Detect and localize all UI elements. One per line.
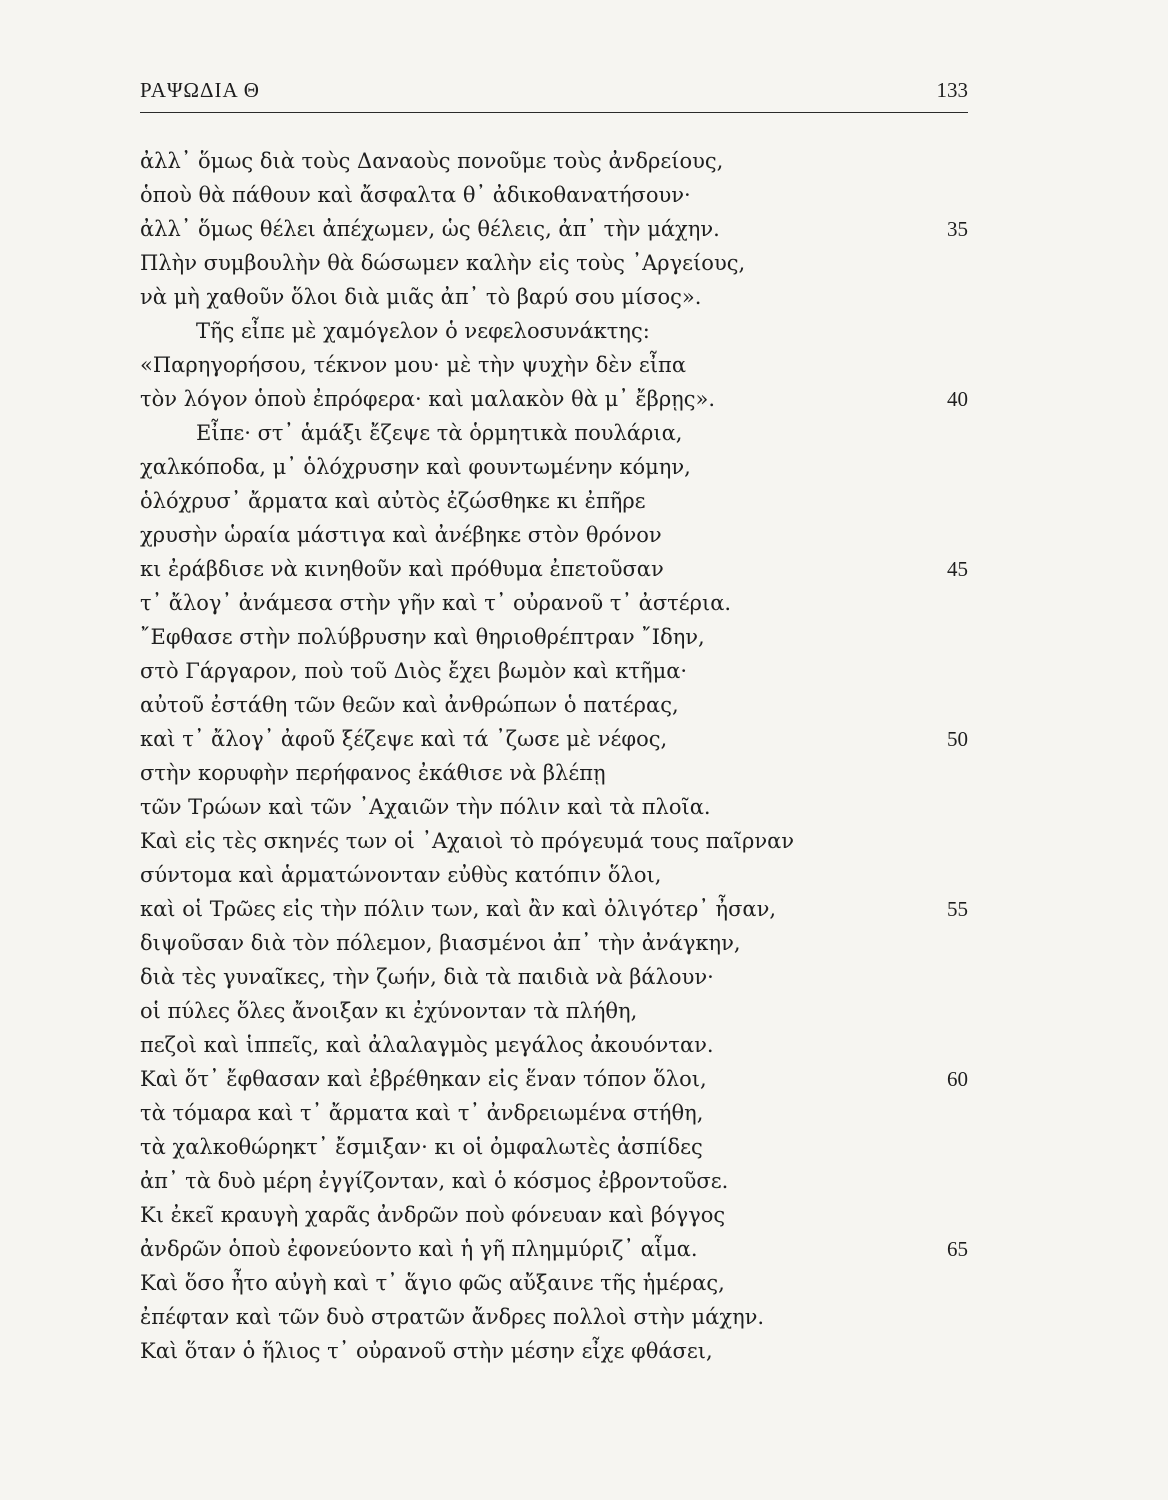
verse-line-number: 45 [947,557,968,581]
verse-line-text: ἀλλ᾽ ὅμως θέλει ἀπέχωμεν, ὡς θέλεις, ἀπ᾽ τὴν μάχην. [140,217,720,241]
verse-line [140,994,968,1028]
verse-line-text: οἱ πύλες ὅλες ἄνοιξαν κι ἐχύνονταν τὰ πλήθη, [140,999,638,1023]
verse-line [140,1164,968,1198]
verse-line [140,1198,968,1232]
verse-line-text: Καὶ εἰς τὲς σκηνές των οἱ ᾽Αχαιοὶ τὸ πρόγευμά τους παῖρναν [140,829,795,853]
verse-line-number: 40 [947,387,968,411]
verse-line-text: Καὶ ὅτ᾽ ἔφθασαν καὶ ἐβρέθηκαν εἰς ἕναν τόπον ὅλοι, [140,1067,707,1091]
verse-line-text: νὰ μὴ χαθοῦν ὅλοι διὰ μιᾶς ἀπ᾽ τὸ βαρύ σου μίσος». [140,285,702,309]
verse-line-text: στὸ Γάργαρον, ποὺ τοῦ Διὸς ἔχει βωμὸν καὶ κτῆμα· [140,659,688,683]
verse-line-text: διὰ τὲς γυναῖκες, τὴν ζωήν, διὰ τὰ παιδιὰ νὰ βάλουν· [140,965,714,989]
header-rule [140,112,968,113]
verse-line [140,1300,968,1334]
verse-line-text: ἀπ᾽ τὰ δυὸ μέρη ἐγγίζονταν, καὶ ὁ κόσμος ἐβροντοῦσε. [140,1169,729,1193]
verse-line [140,178,968,212]
verse-line-text: ἀνδρῶν ὁποὺ ἐφονεύοντο καὶ ἡ γῆ πλημμύριζ᾽ αἷμα. [140,1237,698,1261]
verse-line [140,484,968,518]
verse-line [140,1096,968,1130]
verse-line [140,212,968,246]
verse-line-number: 35 [947,217,968,241]
verse-line [140,1266,968,1300]
verse-line [140,450,968,484]
verse-line [140,348,968,382]
verse-line-text: πεζοὶ καὶ ἱππεῖς, καὶ ἀλαλαγμὸς μεγάλος ἀκουόνταν. [140,1033,714,1057]
verse-line [140,1028,968,1062]
verse-line [140,824,968,858]
verse-line-text: σύντομα καὶ ἁρματώνονταν εὐθὺς κατόπιν ὅλοι, [140,863,662,887]
verse-line-text: Κι ἐκεῖ κραυγὴ χαρᾶς ἀνδρῶν ποὺ φόνευαν καὶ βόγγος [140,1203,726,1227]
verse-line-text: χρυσὴν ὡραία μάστιγα καὶ ἀνέβηκε στὸν θρόνον [140,523,662,547]
verse-line-text: ῎Εφθασε στὴν πολύβρυσην καὶ θηριοθρέπτραν ῎Ιδην, [140,625,705,649]
verse-line-text: Καὶ ὅσο ἦτο αὐγὴ καὶ τ᾽ ἅγιο φῶς αὔξαινε τῆς ἡμέρας, [140,1271,725,1295]
verse-line-text: τὰ χαλκοθώρηκτ᾽ ἔσμιξαν· κι οἱ ὀμφαλωτὲς ἀσπίδες [140,1135,703,1159]
verse-line [140,1130,968,1164]
page-number: 133 [936,78,968,102]
running-title: ΡΑΨΩΔΙΑ Θ [140,78,260,102]
verse-line-number: 60 [947,1067,968,1091]
verse-line [140,722,968,756]
verse-line [140,416,968,450]
verse-line [140,586,968,620]
verse-line-text: «Παρηγορήσου, τέκνον μου· μὲ τὴν ψυχὴν δὲν εἶπα [140,353,687,377]
verse-line-text: τ᾽ ἄλογ᾽ ἀνάμεσα στὴν γῆν καὶ τ᾽ οὐρανοῦ τ᾽ ἀστέρια. [140,591,732,615]
verse-line-text: τὰ τόμαρα καὶ τ᾽ ἄρματα καὶ τ᾽ ἀνδρειωμένα στήθη, [140,1101,704,1125]
verse-line-text: χαλκόποδα, μ᾽ ὁλόχρυσην καὶ φουντωμένην κόμην, [140,455,691,479]
verse-line [140,382,968,416]
verse-line-number: 55 [947,897,968,921]
verse-line [140,1062,968,1096]
verse-line [140,892,968,926]
verse-line-text: κι ἐράβδισε νὰ κινηθοῦν καὶ πρόθυμα ἐπετοῦσαν [140,557,664,581]
verse-line [140,552,968,586]
verse-line-text: διψοῦσαν διὰ τὸν πόλεμον, βιασμένοι ἀπ᾽ τὴν ἀνάγκην, [140,931,741,955]
verse-text [140,144,968,1368]
verse-line [140,926,968,960]
verse-line [140,314,968,348]
verse-line-text: τῶν Τρώων καὶ τῶν ᾽Αχαιῶν τὴν πόλιν καὶ τὰ πλοῖα. [140,795,711,819]
verse-line [140,790,968,824]
verse-line-text: στὴν κορυφὴν περήφανος ἐκάθισε νὰ βλέπῃ [140,761,606,785]
verse-line-text: τὸν λόγον ὁποὺ ἐπρόφερα· καὶ μαλακὸν θὰ μ᾽ ἔβρῃς». [140,387,716,411]
verse-line-text: Τῆς εἶπε μὲ χαμόγελον ὁ νεφελοσυνάκτης: [196,319,650,343]
verse-line [140,1232,968,1266]
page-header [140,74,968,108]
verse-line-text: ἀλλ᾽ ὅμως διὰ τοὺς Δαναοὺς πονοῦμε τοὺς ἀνδρείους, [140,149,724,173]
verse-line [140,654,968,688]
verse-line-text: ὁλόχρυσ᾽ ἄρματα καὶ αὐτὸς ἐζώσθηκε κι ἐπῆρε [140,489,646,513]
verse-line [140,246,968,280]
verse-line-text: καὶ οἱ Τρῶες εἰς τὴν πόλιν των, καὶ ἂν καὶ ὀλιγότερ᾽ ἦσαν, [140,897,777,921]
verse-line [140,144,968,178]
verse-line [140,688,968,722]
verse-line-text: καὶ τ᾽ ἄλογ᾽ ἀφοῦ ξέζεψε καὶ τά ᾽ζωσε μὲ νέφος, [140,727,668,751]
verse-line [140,960,968,994]
verse-line-text: αὐτοῦ ἐστάθη τῶν θεῶν καὶ ἀνθρώπων ὁ πατέρας, [140,693,679,717]
verse-line [140,756,968,790]
verse-line-text: Πλὴν συμβουλὴν θὰ δώσωμεν καλὴν εἰς τοὺς ᾽Αργείους, [140,251,746,275]
verse-line-number: 65 [947,1237,968,1261]
verse-line-text: ἐπέφταν καὶ τῶν δυὸ στρατῶν ἄνδρες πολλοὶ στὴν μάχην. [140,1305,765,1329]
verse-line [140,280,968,314]
verse-line-number: 50 [947,727,968,751]
verse-line-text: Εἶπε· στ᾽ ἁμάξι ἔζεψε τὰ ὁρμητικὰ πουλάρια, [196,421,683,445]
verse-line-text: Καὶ ὅταν ὁ ἥλιος τ᾽ οὐρανοῦ στὴν μέσην εἶχε φθάσει, [140,1339,713,1363]
verse-line [140,858,968,892]
verse-line [140,1334,968,1368]
verse-line [140,620,968,654]
verse-line [140,518,968,552]
verse-line-text: ὁποὺ θὰ πάθουν καὶ ἄσφαλτα θ᾽ ἀδικοθανατήσουν· [140,183,691,207]
